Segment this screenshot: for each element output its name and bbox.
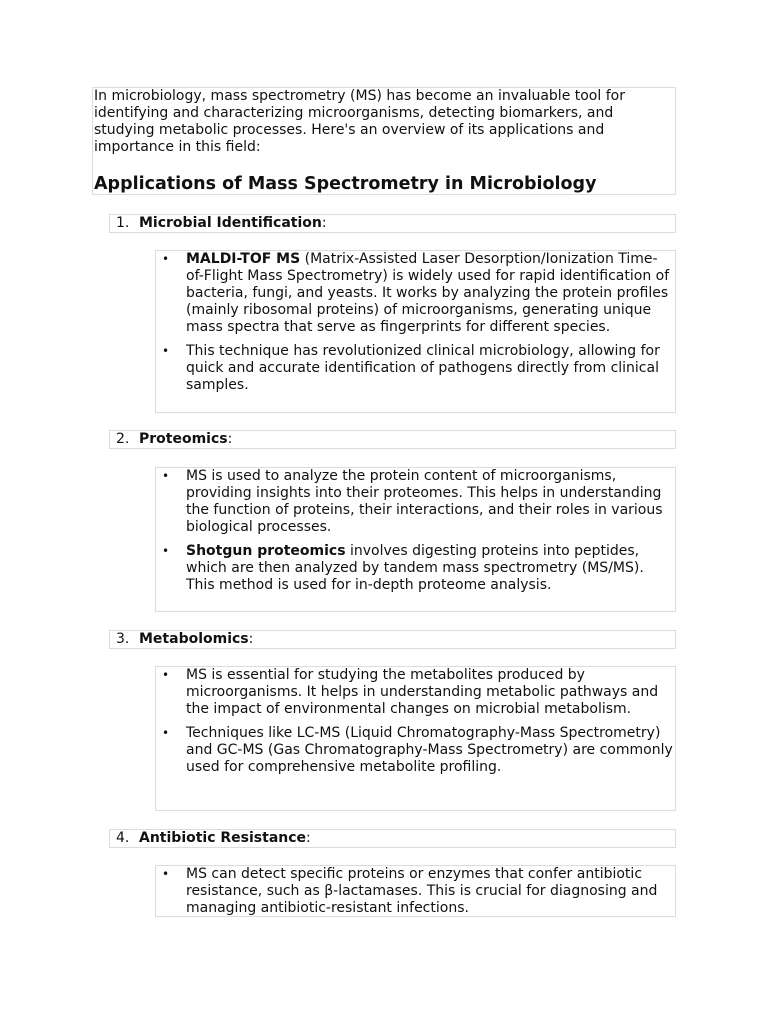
bullet-text: This technique has revolutionized clinical microbiology, allowing for quick and accurate identification of pathogens directly from clinical samples. xyxy=(186,343,660,393)
section-number: 4. xyxy=(116,830,130,846)
list-item xyxy=(156,543,675,594)
bullet-glyph: • xyxy=(162,469,170,483)
intro-block xyxy=(92,87,676,195)
list-item xyxy=(156,468,675,536)
list-item xyxy=(156,866,675,917)
section-title: Antibiotic Resistance xyxy=(139,830,307,846)
bullet-glyph: • xyxy=(162,252,170,266)
section-title: Microbial Identification xyxy=(139,215,322,231)
section-title: Metabolomics xyxy=(139,631,249,647)
bullet-text: Techniques like LC-MS (Liquid Chromatography-Mass Spectrometry) and GC-MS (Gas Chromatography-Mass Spectrometry) are commonly used for comprehensive metabolite profiling. xyxy=(186,725,673,775)
bullet-text: MS is used to analyze the protein content of microorganisms, providing insights into their proteomes. This helps in understanding the function of proteins, their interactions, and their roles in various biological processes. xyxy=(186,468,663,535)
bullet-bold: Shotgun proteomics xyxy=(186,543,346,559)
bullet-text: (Matrix-Assisted Laser Desorption/Ionization Time-of-Flight Mass Spectrometry) is widely used for rapid identification of bacteria, fungi, and yeasts. It works by analyzing the protein profiles (mainly ribosomal proteins) of microorganisms, generating unique mass spectra that serve as fingerprints for different species. xyxy=(186,251,670,335)
page-heading: Applications of Mass Spectrometry in Microbiology xyxy=(94,174,597,194)
bullet-text: involves digesting proteins into peptides, which are then analyzed by tandem mass spectrometry (MS/MS). This method is used for in-depth proteome analysis. xyxy=(186,543,644,593)
section-bullets-1 xyxy=(155,250,676,413)
bullet-text: MS is essential for studying the metabolites produced by microorganisms. It helps in understanding metabolic pathways and the impact of environmental changes on microbial metabolism. xyxy=(186,667,659,717)
section-suffix: : xyxy=(248,631,254,647)
bullet-glyph: • xyxy=(162,668,170,682)
section-suffix: : xyxy=(306,830,311,846)
intro-paragraph: In microbiology, mass spectrometry (MS) has become an invaluable tool for identifying and characterizing microorganisms, detecting biomarkers, and studying metabolic processes. Here's an overview of its applications and importance in this field: xyxy=(94,88,625,155)
bullet-bold: MALDI-TOF MS xyxy=(186,251,301,267)
bullet-glyph: • xyxy=(162,344,170,358)
bullet-glyph: • xyxy=(162,726,170,740)
section-heading-4 xyxy=(109,829,676,848)
list-item xyxy=(156,725,675,776)
list-item xyxy=(156,251,675,336)
list-item xyxy=(156,667,675,718)
section-suffix: : xyxy=(321,215,327,231)
section-suffix: : xyxy=(227,431,233,447)
section-number: 3. xyxy=(116,631,130,647)
bullet-glyph: • xyxy=(162,544,170,558)
list-item xyxy=(156,343,675,394)
section-bullets-2 xyxy=(155,467,676,612)
section-heading-2 xyxy=(109,430,676,449)
section-bullets-4 xyxy=(155,865,676,917)
section-heading-1 xyxy=(109,214,676,233)
section-number: 1. xyxy=(116,215,130,231)
section-bullets-3 xyxy=(155,666,676,811)
section-heading-3 xyxy=(109,630,676,649)
section-title: Proteomics xyxy=(139,431,228,447)
section-number: 2. xyxy=(116,431,130,447)
bullet-glyph: • xyxy=(162,867,170,881)
bullet-text: MS can detect specific proteins or enzymes that confer antibiotic resistance, such as β-lactamases. This is crucial for diagnosing and managing antibiotic-resistant infections. xyxy=(186,866,658,916)
